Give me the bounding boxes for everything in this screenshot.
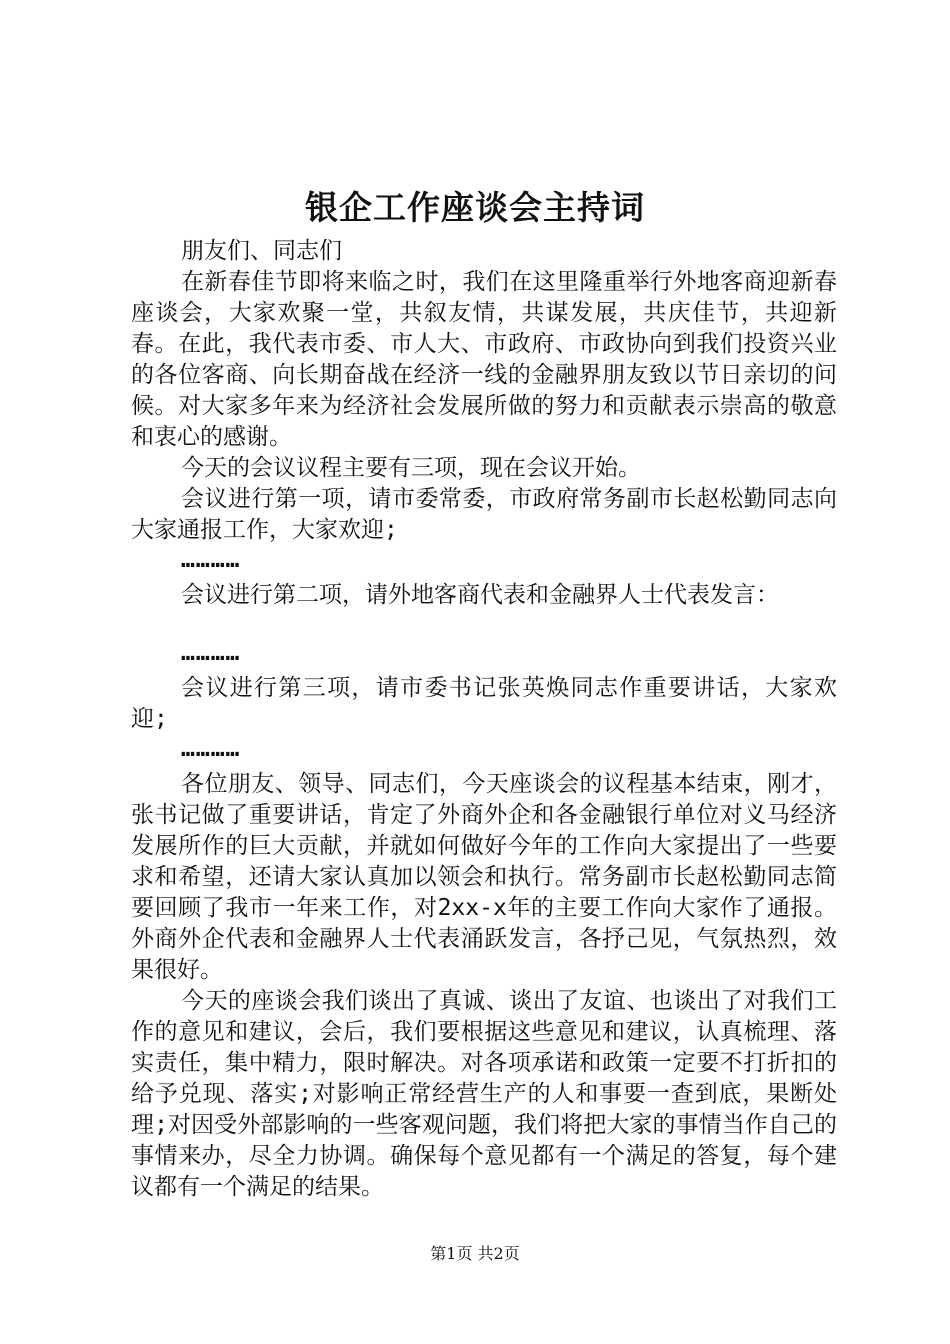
page-footer: 第1页 共2页 [430, 1244, 520, 1263]
paragraph-item-one: 会议进行第一项，请市委常委，市政府常务副市长赵松勤同志向大家通报工作，大家欢迎; [131, 486, 837, 543]
ellipsis-separator: ………… [181, 736, 241, 762]
paragraph-greeting: 朋友们、同志们 [181, 238, 342, 264]
document-title: 银企工作座谈会主持词 [305, 188, 645, 227]
ellipsis-separator: ………… [181, 547, 241, 573]
document-body [131, 236, 837, 1203]
paragraph-closing: 今天的座谈会我们谈出了真诚、谈出了友谊、也谈出了对我们工作的意见和建议，会后，我们要根据这些意见和建议，认真梳理、落实责任，集中精力，限时解决。对各项承诺和政策一定要不打折扣的给予兑现、落实;对影响正常经营生产的人和事要一查到底，果断处理;对因受外部影响的一些客观问题，我们将把大家的事情当作自己的事情来办，尽全力协调。确保每个意见都有一个满足的答复，每个建议都有一个满足的结果。 [131, 988, 837, 1200]
paragraph-summary: 各位朋友、领导、同志们，今天座谈会的议程基本结束，刚才，张书记做了重要讲话，肯定了外商外企和各金融银行单位对义马经济发展所作的巨大贡献，并就如何做好今年的工作向大家提出了一些要求和希望，还请大家认真加以领会和执行。常务副市长赵松勤同志简要回顾了我市一年来工作，对2xx-x年的主要工作向大家作了通报。外商外企代表和金融界人士代表涌跃发言，各抒己见，气氛热烈，效果很好。 [131, 771, 837, 983]
paragraph-item-three: 会议进行第三项，请市委书记张英焕同志作重要讲话，大家欢迎; [131, 675, 837, 732]
ellipsis-separator: ………… [181, 640, 241, 666]
paragraph-item-two: 会议进行第二项，请外地客商代表和金融界人士代表发言： [181, 582, 779, 608]
paragraph-opening: 在新春佳节即将来临之时，我们在这里隆重举行外地客商迎新春座谈会，大家欢聚一堂，共叙友情，共谋发展，共庆佳节，共迎新春。在此，我代表市委、市人大、市政府、市政协向到我们投资兴业的各位客商、向长期奋战在经济一线的金融界朋友致以节日亲切的问候。对大家多年来为经济社会发展所做的努力和贡献表示崇高的敬意和衷心的感谢。 [131, 269, 837, 450]
paragraph-agenda: 今天的会议议程主要有三项，现在会议开始。 [181, 455, 641, 481]
